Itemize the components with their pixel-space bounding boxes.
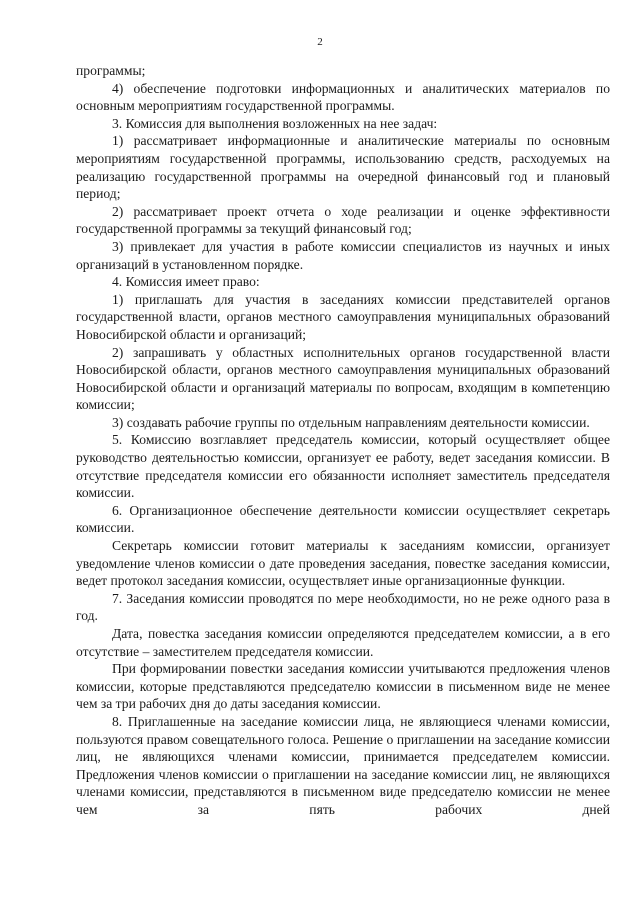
paragraph: 3) создавать рабочие группы по отдельным направлениям деятельности комиссии.	[112, 414, 590, 430]
paragraph: 3) привлекает для участия в работе комиссии специалистов из научных и иных организаций в установленном порядке.	[76, 238, 610, 272]
paragraph: 6. Организационное обеспечение деятельности комиссии осуществляет секретарь комиссии.	[76, 502, 610, 536]
paragraph: 7. Заседания комиссии проводятся по мере необходимости, но не реже одного раза в год.	[76, 590, 610, 624]
page-number: 2	[317, 36, 323, 48]
paragraph: 8. Приглашенные на заседание комиссии лица, не являющиеся членами комиссии, пользуются правом совещательного голоса. Решение о приглашении на заседание комиссии лиц, не являющихся членами комиссии, принимается председателем комиссии. Предложения членов комиссии о приглашении на заседание комиссии лиц, не являющихся членами комиссии, представляются в письменном виде председателю комиссии не менее чем за пять рабочих дней	[76, 713, 610, 817]
paragraph: 5. Комиссию возглавляет председатель комиссии, который осуществляет общее руководство деятельностью комиссии, организует ее работу, ведет заседания комиссии. В отсутствие председателя комиссии его обязанности исполняет заместитель председателя комиссии.	[76, 432, 610, 501]
paragraph: 4. Комиссия имеет право:	[112, 274, 260, 290]
paragraph: 2) запрашивать у областных исполнительных органов государственной власти Новосибирской области, органов местного самоуправления муниципальных образований Новосибирской области и организаций материалы по вопросам, входящим в компетенцию комиссии;	[76, 344, 610, 413]
document-body	[76, 62, 610, 819]
paragraph: 1) приглашать для участия в заседаниях комиссии представителей органов государственной власти, органов местного самоуправления муниципальных образований Новосибирской области и организаций;	[76, 291, 610, 342]
paragraph: Секретарь комиссии готовит материалы к заседаниям комиссии, организует уведомление членов комиссии о дате проведения заседания, повестке заседания комиссии, ведет протокол заседания комиссии, осуществляет иные организационные функции.	[76, 538, 610, 589]
paragraph: 1) рассматривает информационные и аналитические материалы по основным мероприятиям государственной программы, использованию средств, расходуемых на реализацию государственной программы на очередной финансовый год и плановый период;	[76, 133, 610, 202]
paragraph: программы;	[76, 63, 146, 78]
paragraph: При формировании повестки заседания комиссии учитываются предложения членов комиссии, которые представляются председателю комиссии в письменном виде не менее чем за три рабочих дня до даты заседания комиссии.	[76, 661, 610, 712]
paragraph: 3. Комиссия для выполнения возложенных на нее задач:	[112, 115, 438, 131]
paragraph: Дата, повестка заседания комиссии определяются председателем комиссии, а в его отсутствие – заместителем председателя комиссии.	[76, 626, 610, 659]
paragraph: 2) рассматривает проект отчета о ходе реализации и оценке эффективности государственной программы за текущий финансовый год;	[76, 203, 610, 237]
paragraph: 4) обеспечение подготовки информационных и аналитических материалов по основным мероприятиям государственной программы.	[76, 80, 610, 114]
